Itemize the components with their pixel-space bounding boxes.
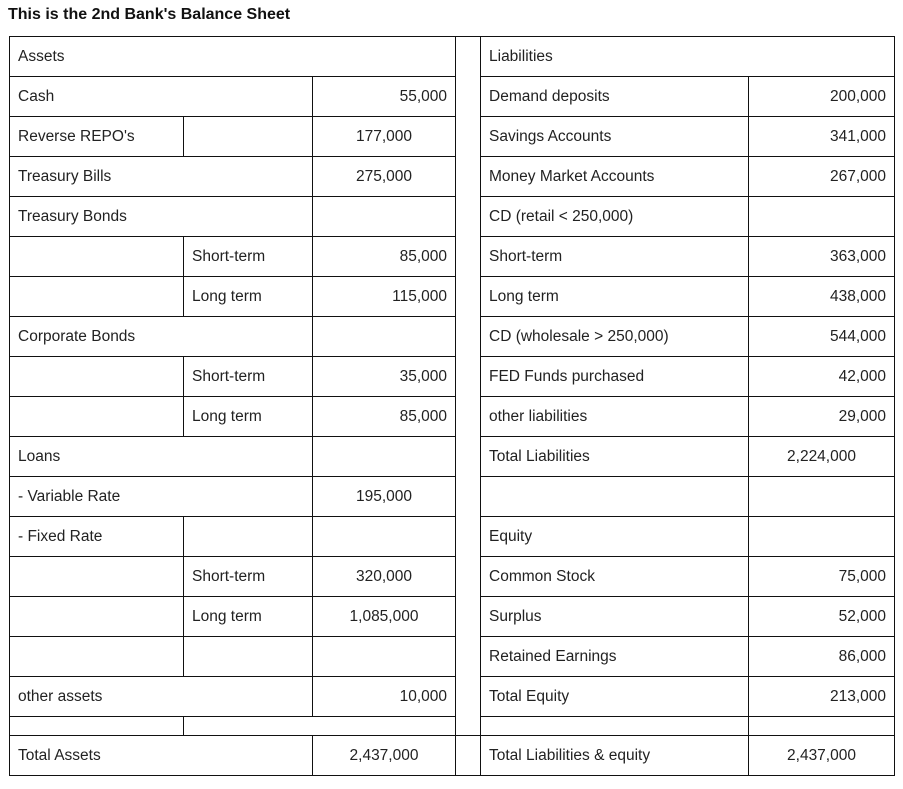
total-assets-value: 2,437,000: [313, 736, 456, 776]
empty-cell: [10, 557, 184, 597]
common-stock-value: 75,000: [749, 557, 895, 597]
table-row: [10, 736, 895, 776]
empty-cell: [749, 197, 895, 237]
total-liabilities-label: Total Liabilities: [481, 437, 749, 477]
total-equity-label: Total Equity: [481, 677, 749, 717]
treasury-bonds-long-label: Long term: [184, 277, 313, 317]
corporate-bonds-long-value: 85,000: [313, 397, 456, 437]
table-row: [10, 517, 895, 557]
table-row: [10, 357, 895, 397]
treasury-bills-value: 275,000: [313, 157, 456, 197]
treasury-bills-label: Treasury Bills: [10, 157, 313, 197]
table-row: [10, 397, 895, 437]
other-assets-value: 10,000: [313, 677, 456, 717]
empty-cell: [749, 517, 895, 557]
table-row: [10, 117, 895, 157]
common-stock-label: Common Stock: [481, 557, 749, 597]
empty-cell: [184, 517, 313, 557]
reverse-repo-label: Reverse REPO's: [10, 117, 184, 157]
table-row: [10, 237, 895, 277]
empty-cell: [10, 637, 184, 677]
corporate-bonds-label: Corporate Bonds: [10, 317, 313, 357]
cd-retail-label: CD (retail < 250,000): [481, 197, 749, 237]
demand-deposits-value: 200,000: [749, 77, 895, 117]
loans-fixed-label: - Fixed Rate: [10, 517, 184, 557]
column-separator: [456, 736, 481, 776]
table-row: [10, 197, 895, 237]
loans-label: Loans: [10, 437, 313, 477]
table-row: [10, 277, 895, 317]
cd-retail-long-label: Long term: [481, 277, 749, 317]
loans-fixed-short-label: Short-term: [184, 557, 313, 597]
assets-header: Assets: [10, 37, 456, 77]
empty-cell: [184, 117, 313, 157]
treasury-bonds-short-label: Short-term: [184, 237, 313, 277]
total-assets-label: Total Assets: [10, 736, 313, 776]
empty-cell: [481, 477, 749, 517]
surplus-label: Surplus: [481, 597, 749, 637]
empty-cell: [184, 637, 313, 677]
table-row: [10, 317, 895, 357]
corporate-bonds-short-label: Short-term: [184, 357, 313, 397]
cd-wholesale-value: 544,000: [749, 317, 895, 357]
empty-cell: [10, 397, 184, 437]
empty-cell: [749, 477, 895, 517]
money-market-label: Money Market Accounts: [481, 157, 749, 197]
corporate-bonds-short-value: 35,000: [313, 357, 456, 397]
cd-retail-short-value: 363,000: [749, 237, 895, 277]
cd-retail-short-label: Short-term: [481, 237, 749, 277]
other-assets-label: other assets: [10, 677, 313, 717]
loans-variable-label: - Variable Rate: [10, 477, 313, 517]
table-row: [10, 477, 895, 517]
balance-sheet-table: [9, 36, 895, 776]
reverse-repo-value: 177,000: [313, 117, 456, 157]
fed-funds-label: FED Funds purchased: [481, 357, 749, 397]
treasury-bonds-label: Treasury Bonds: [10, 197, 313, 237]
cd-retail-long-value: 438,000: [749, 277, 895, 317]
empty-cell: [313, 317, 456, 357]
other-liabilities-value: 29,000: [749, 397, 895, 437]
empty-cell: [313, 437, 456, 477]
empty-cell: [184, 717, 456, 736]
table-row: [10, 37, 895, 77]
table-row: [10, 437, 895, 477]
treasury-bonds-long-value: 115,000: [313, 277, 456, 317]
empty-cell: [10, 237, 184, 277]
demand-deposits-label: Demand deposits: [481, 77, 749, 117]
total-equity-value: 213,000: [749, 677, 895, 717]
column-separator: [456, 37, 481, 736]
money-market-value: 267,000: [749, 157, 895, 197]
loans-fixed-short-value: 320,000: [313, 557, 456, 597]
sheet-title: This is the 2nd Bank's Balance Sheet: [8, 6, 291, 23]
cash-label: Cash: [10, 77, 313, 117]
empty-cell: [313, 197, 456, 237]
table-row: [10, 677, 895, 717]
retained-earnings-value: 86,000: [749, 637, 895, 677]
empty-cell: [10, 597, 184, 637]
other-liabilities-label: other liabilities: [481, 397, 749, 437]
fed-funds-value: 42,000: [749, 357, 895, 397]
equity-header: Equity: [481, 517, 749, 557]
empty-cell: [313, 637, 456, 677]
cd-wholesale-label: CD (wholesale > 250,000): [481, 317, 749, 357]
table-row: [10, 597, 895, 637]
total-liabilities-value: 2,224,000: [749, 437, 895, 477]
liabilities-header: Liabilities: [481, 37, 895, 77]
savings-value: 341,000: [749, 117, 895, 157]
empty-cell: [10, 357, 184, 397]
empty-cell: [10, 277, 184, 317]
retained-earnings-label: Retained Earnings: [481, 637, 749, 677]
empty-cell: [481, 717, 749, 736]
loans-variable-value: 195,000: [313, 477, 456, 517]
corporate-bonds-long-label: Long term: [184, 397, 313, 437]
table-row: [10, 77, 895, 117]
savings-label: Savings Accounts: [481, 117, 749, 157]
table-row: [10, 157, 895, 197]
empty-cell: [313, 517, 456, 557]
table-row: [10, 717, 895, 736]
treasury-bonds-short-value: 85,000: [313, 237, 456, 277]
empty-cell: [749, 717, 895, 736]
loans-fixed-long-label: Long term: [184, 597, 313, 637]
surplus-value: 52,000: [749, 597, 895, 637]
table-row: [10, 557, 895, 597]
total-liab-equity-label: Total Liabilities & equity: [481, 736, 749, 776]
cash-value: 55,000: [313, 77, 456, 117]
loans-fixed-long-value: 1,085,000: [313, 597, 456, 637]
total-liab-equity-value: 2,437,000: [749, 736, 895, 776]
table-row: [10, 637, 895, 677]
empty-cell: [10, 717, 184, 736]
